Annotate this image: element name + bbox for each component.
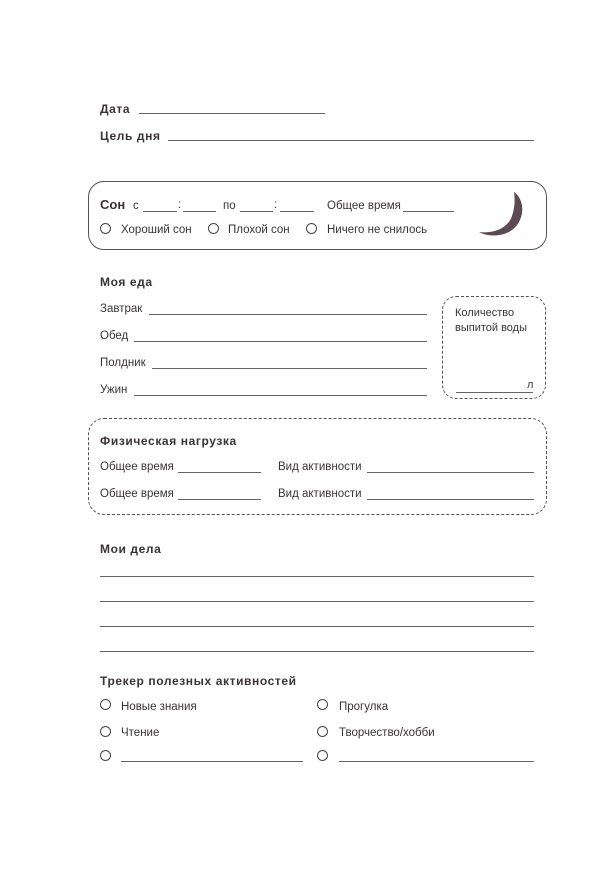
date-field[interactable] [139, 113, 325, 114]
sleep-option-good-label: Хороший сон [121, 224, 192, 236]
meal-breakfast-field[interactable] [149, 314, 427, 315]
sleep-option-no-dreams-label: Ничего не снилось [327, 224, 428, 236]
tracker-walk-radio[interactable] [317, 699, 328, 710]
food-title: Моя еда [100, 275, 153, 289]
activity-type-label: Вид активности [278, 461, 362, 473]
sleep-total-field[interactable] [403, 211, 454, 212]
task-line[interactable] [100, 601, 534, 602]
sleep-to-minutes-field[interactable] [280, 211, 314, 212]
sleep-from-label: с [133, 200, 139, 212]
sleep-total-label: Общее время [327, 200, 401, 212]
water-label: Количество выпитой воды [455, 307, 528, 334]
tracker-custom-field[interactable] [121, 761, 303, 762]
task-line[interactable] [100, 626, 534, 627]
meal-dinner-label: Ужин [100, 384, 128, 396]
task-line[interactable] [100, 651, 534, 652]
meal-lunch-label: Обед [100, 330, 129, 342]
crescent-moon-icon [476, 188, 526, 240]
tracker-custom-radio[interactable] [100, 750, 111, 761]
tracker-knowledge-radio[interactable] [100, 699, 111, 710]
sleep-option-bad-label: Плохой сон [228, 224, 290, 236]
tracker-reading-label: Чтение [121, 727, 160, 739]
tracker-title: Трекер полезных активностей [100, 674, 297, 688]
sleep-from-hours-field[interactable] [143, 211, 177, 212]
activity-type-label: Вид активности [278, 488, 362, 500]
tracker-walk-label: Прогулка [339, 701, 389, 713]
meal-dinner-field[interactable] [134, 395, 427, 396]
activity-time-label: Общее время [100, 488, 174, 500]
sleep-title: Сон [100, 197, 126, 212]
tracker-hobby-radio[interactable] [317, 726, 328, 737]
activity-time-label: Общее время [100, 461, 174, 473]
activity-time-field[interactable] [178, 472, 261, 473]
sleep-from-minutes-field[interactable] [183, 211, 216, 212]
sleep-to-separator: : [274, 199, 278, 211]
date-label: Дата [100, 102, 131, 116]
activity-title: Физическая нагрузка [100, 434, 237, 448]
sleep-from-separator: : [178, 199, 182, 211]
meal-snack-field[interactable] [152, 368, 427, 369]
meal-snack-label: Полдник [100, 357, 146, 369]
water-unit: л [527, 379, 534, 391]
tracker-custom-field[interactable] [339, 761, 534, 762]
tracker-reading-radio[interactable] [100, 726, 111, 737]
activity-time-field[interactable] [178, 499, 261, 500]
tasks-title: Мои дела [100, 542, 162, 556]
goal-label: Цель дня [100, 129, 161, 143]
goal-field[interactable] [168, 140, 534, 141]
activity-type-field[interactable] [367, 472, 534, 473]
meal-lunch-field[interactable] [134, 341, 427, 342]
sleep-to-label: по [223, 200, 236, 212]
activity-type-field[interactable] [367, 499, 534, 500]
sleep-option-no-dreams-radio[interactable] [306, 223, 317, 234]
tracker-custom-radio[interactable] [317, 750, 328, 761]
sleep-option-good-radio[interactable] [100, 223, 111, 234]
task-line[interactable] [100, 576, 534, 577]
meal-breakfast-label: Завтрак [100, 303, 143, 315]
sleep-to-hours-field[interactable] [240, 211, 273, 212]
sleep-option-bad-radio[interactable] [208, 223, 219, 234]
water-amount-field[interactable] [456, 392, 533, 393]
tracker-knowledge-label: Новые знания [121, 701, 197, 713]
tracker-hobby-label: Творчество/хобби [339, 727, 435, 739]
